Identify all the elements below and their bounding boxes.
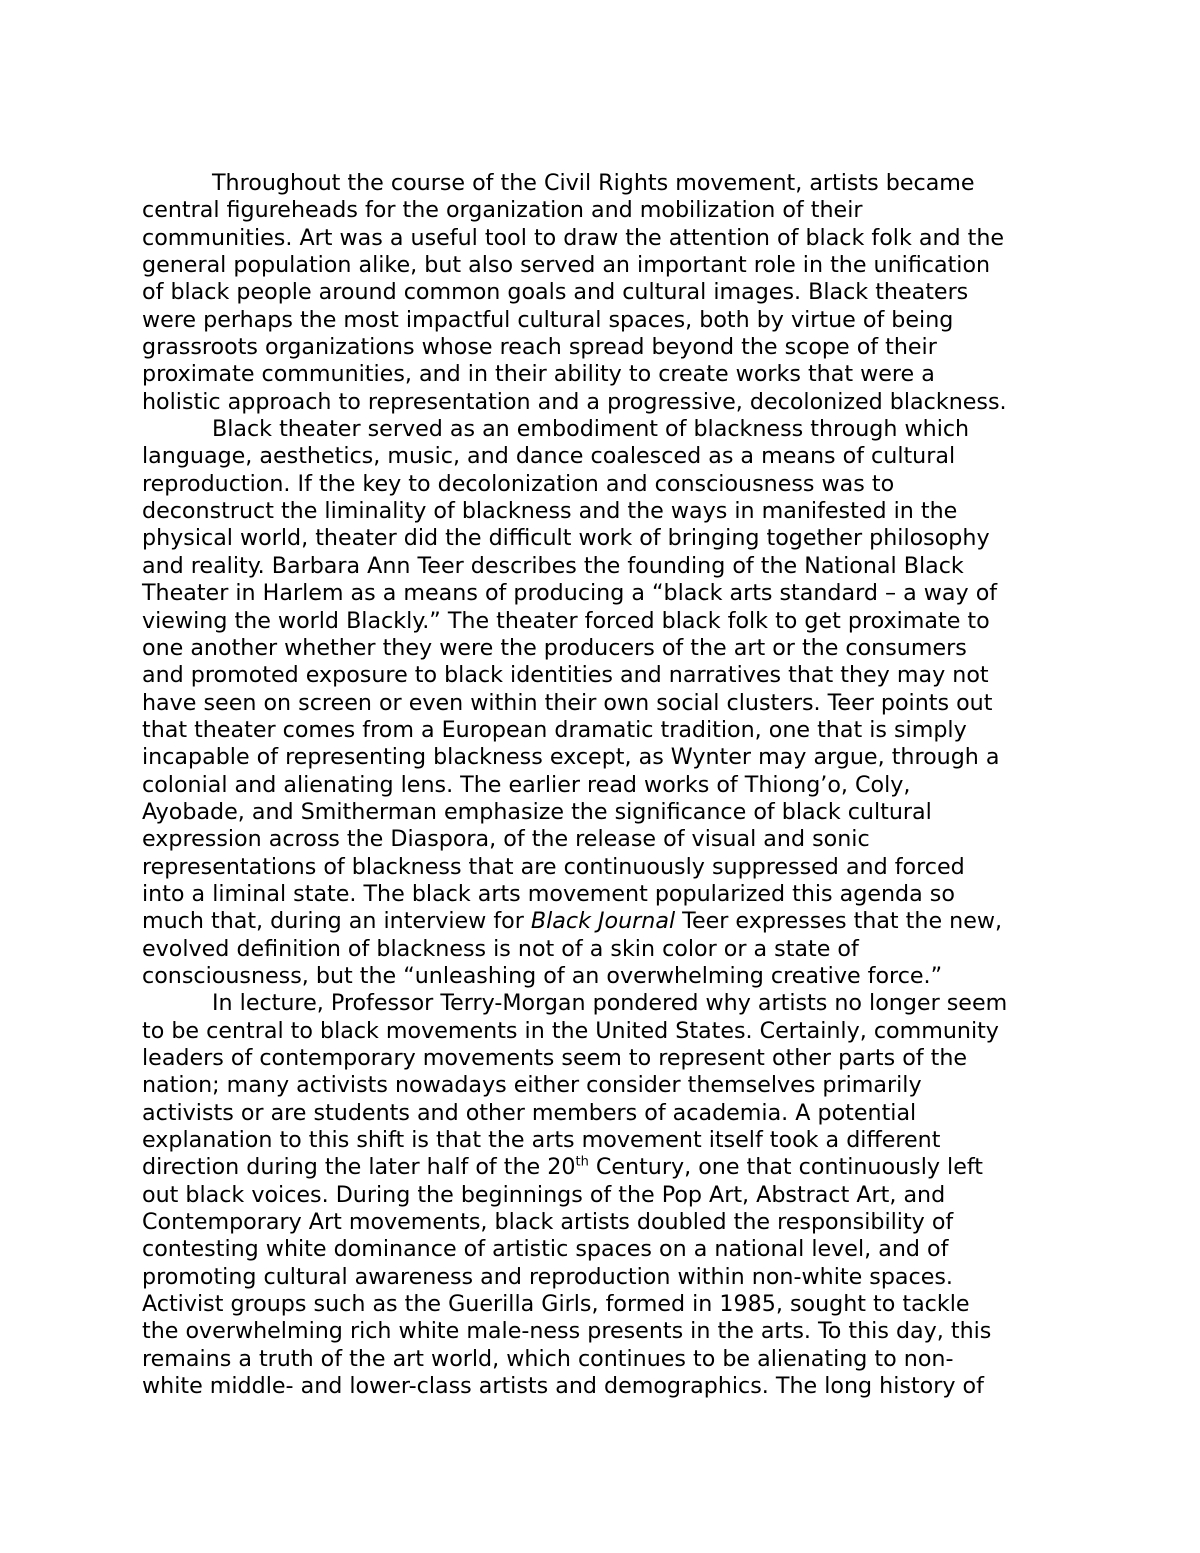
text-line: incapable of representing blackness except, as Wynter may argue, through a [142, 744, 1000, 771]
text-line: contesting white dominance of artistic spaces on a national level, and of [142, 1236, 949, 1263]
text-line: physical world, theater did the difficult work of bringing together philosophy [142, 525, 990, 552]
text-line: have seen on screen or even within their own social clusters. Teer points out [142, 689, 993, 716]
body-text [142, 170, 1072, 1400]
text-line: deconstruct the liminality of blackness and the ways in manifested in the [142, 498, 958, 525]
text-line: to be central to black movements in the United States. Certainly, community [142, 1017, 999, 1044]
text-line: the overwhelming rich white male-ness presents in the arts. To this day, this [142, 1318, 992, 1345]
text-line: holistic approach to representation and a progressive, decolonized blackness. [142, 388, 1007, 415]
text-line: leaders of contemporary movements seem to represent other parts of the [142, 1045, 968, 1071]
text-line: promoting cultural awareness and reproduction within non-white spaces. [142, 1263, 953, 1290]
text-line: representations of blackness that are continuously suppressed and forced [142, 853, 965, 880]
text-line: and promoted exposure to black identities and narratives that they may not [142, 662, 989, 689]
text-line: into a liminal state. The black arts movement popularized this agenda so [142, 880, 955, 907]
text-line-century [142, 1154, 1072, 1181]
text-line: communities. Art was a useful tool to draw the attention of black folk and the [142, 224, 1005, 251]
text-line: reproduction. If the key to decolonization and consciousness was to [142, 470, 895, 497]
text-line: out black voices. During the beginnings of the Pop Art, Abstract Art, and [142, 1181, 946, 1208]
text-line: Ayobade, and Smitherman emphasize the significance of black cultural [142, 798, 932, 825]
text-line: proximate communities, and in their ability to create works that were a [142, 361, 935, 388]
journal-title: Black Journal [530, 908, 676, 935]
text-line: consciousness, but the “unleashing of an overwhelming creative force.” [142, 962, 943, 989]
text-line: Throughout the course of the Civil Rights movement, artists became [212, 170, 975, 196]
text-line: colonial and alienating lens. The earlier read works of Thiong’o, Coly, [142, 771, 911, 798]
text-line: of black people around common goals and cultural images. Black theaters [142, 279, 969, 306]
text-line: central figureheads for the organization and mobilization of their [142, 197, 863, 224]
paragraph-2 [142, 416, 1072, 990]
text-segment: much that, during an interview for [142, 908, 531, 935]
text-segment: Century, one that continuously left [588, 1154, 983, 1181]
text-line: Activist groups such as the Guerilla Girls, formed in 1985, sought to tackle [142, 1291, 970, 1318]
text-line: Contemporary Art movements, black artists doubled the responsibility of [142, 1209, 954, 1236]
text-line: were perhaps the most impactful cultural spaces, both by virtue of being [142, 306, 954, 333]
text-line: nation; many activists nowadays either consider themselves primarily [142, 1072, 922, 1099]
ordinal-superscript: th [575, 1154, 589, 1170]
text-segment: Teer expresses that the new, [675, 908, 1003, 935]
paragraph-3 [142, 990, 1072, 1400]
text-line: In lecture, Professor Terry-Morgan pondered why artists no longer seem [212, 990, 1008, 1017]
text-line: viewing the world Blackly.” The theater forced black folk to get proximate to [142, 607, 990, 634]
text-line: grassroots organizations whose reach spread beyond the scope of their [142, 334, 937, 361]
text-line: expression across the Diaspora, of the release of visual and sonic [142, 826, 870, 853]
text-line: one another whether they were the producers of the art or the consumers [142, 634, 967, 661]
paragraph-1 [142, 170, 1072, 416]
text-line: evolved definition of blackness is not of a skin color or a state of [142, 935, 859, 962]
text-line: that theater comes from a European dramatic tradition, one that is simply [142, 716, 967, 743]
text-line: white middle- and lower-class artists and demographics. The long history of [142, 1373, 984, 1400]
text-segment: direction during the later half of the 20 [142, 1154, 576, 1181]
text-line: language, aesthetics, music, and dance coalesced as a means of cultural [142, 443, 956, 470]
text-line: activists or are students and other members of academia. A potential [142, 1099, 917, 1126]
text-line: Theater in Harlem as a means of producing a “black arts standard – a way of [142, 580, 998, 607]
text-line-journal [142, 908, 1072, 935]
text-line: Black theater served as an embodiment of blackness through which [212, 416, 970, 443]
text-line: remains a truth of the art world, which continues to be alienating to non- [142, 1345, 954, 1372]
text-line: and reality. Barbara Ann Teer describes the founding of the National Black [142, 552, 964, 579]
text-line: general population alike, but also served an important role in the unification [142, 252, 991, 279]
text-line: explanation to this shift is that the arts movement itself took a different [142, 1127, 941, 1154]
